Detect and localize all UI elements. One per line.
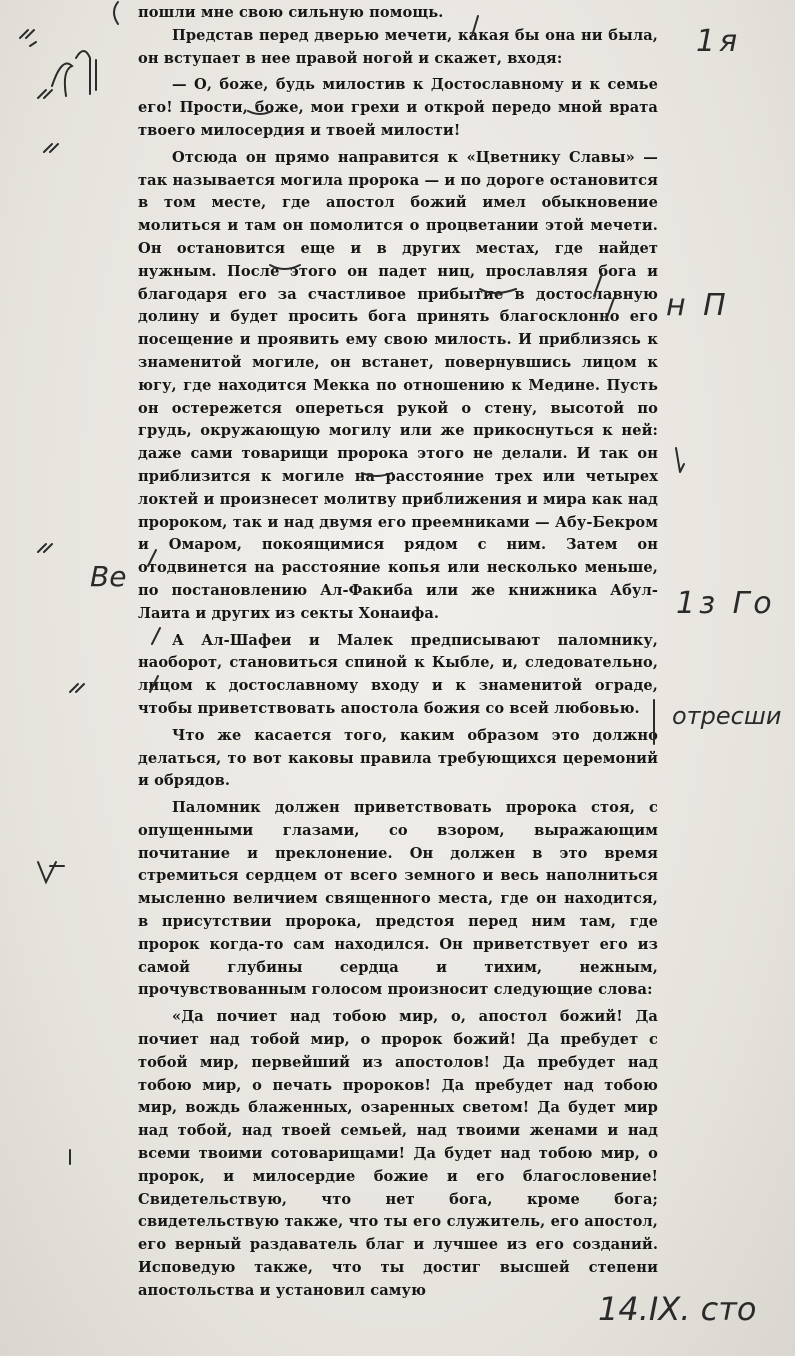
paragraph-7: «Да почиет над тобою мир, о, апостол божий! Да почиет над тобой мир, о пророк божий! Да пребудет с тобой мир, первейший из апостолов! Да пребудет над тобою мир, о печать пророков! Да пребудет над тобою мир, вождь блаженных, озаренных светом! Да будет мир над тобой, над твоей семьей, над твоими женами и над всеми твоими сотоварищами! Да будет над тобою мир, о пророк, и милосердие божие и его благословение! Свидетельствую, что нет бога, кроме бога; свидетельствую также, что ты его служитель, его апостол, его верный раздаватель благ и лучшее из его созданий. Исповедую также, что ты достиг высшей степени апостольства и установил самую bbox=[138, 1008, 658, 1299]
paragraph-3: Отсюда он прямо направится к «Цветнику Славы» — так называется могила пророка — и по дороге остановится в том месте, где апостол божий имел обыкновение молиться и там он помолится о процветании этой мечети. Он остановится еще и в других местах, где найдет нужным. После этого он падет ниц, прославляя бога и благодаря его за счастливое прибытие в достославную долину и будет просить бога принять благосклонно его посещение и проявить ему свою милость. И приблизясь к знаменитой могиле, он встанет, повернувшись лицом к югу, где находится Мекка по отношению к Медине. Пусть он остережется опереться рукой о стену, высотой по грудь, окружающую могилу или же прикоснуться к ней: даже сами товарищи пророка этого не делали. И так он приблизится к могиле на расстояние трех или четырех локтей и произнесет молитву приближения и мира как над пророком, так и над двумя его преемниками — Абу-Бекром и Омаром, покоящимися рядом с ним. Затем он отодвинется на расстояние копья или несколько меньше, по постановлению Ал-Факиба или же книжника Абул-Лаита и других из секты Хонаифа. bbox=[138, 148, 659, 622]
slash-6 bbox=[150, 676, 158, 692]
paragraph-4: А Ал-Шафеи и Малек предписывают паломнику, наоборот, становиться спиной к Кыбле, и, следовательно, лицом к достославному входу и к знаменитой ограде, чтобы приветствовать апостола божия со всей любовью. bbox=[138, 631, 658, 717]
left-mark-4 bbox=[38, 544, 52, 552]
left-mark-1 bbox=[20, 30, 36, 46]
annotation-middle-right: н П bbox=[666, 288, 730, 323]
underline-1 bbox=[248, 111, 272, 114]
annotation-top-right: 1я bbox=[696, 24, 742, 59]
left-mark-3 bbox=[44, 144, 58, 152]
slash-5 bbox=[152, 628, 160, 644]
left-mark-6 bbox=[38, 862, 64, 882]
annotation-bottom-date: 14.IX. сто bbox=[598, 1290, 757, 1328]
paragraph-1: Представ перед дверью мечети, какая бы она ни была, он вступает в нее правой ногой и скажет, входя: bbox=[138, 26, 658, 67]
underline-3 bbox=[480, 289, 516, 293]
left-mark-2 bbox=[38, 90, 52, 98]
underline-2 bbox=[270, 265, 300, 269]
text-intro-line: пошли мне свою сильную помощь. bbox=[138, 4, 444, 21]
underline-4 bbox=[362, 473, 392, 476]
left-mark-5 bbox=[70, 684, 84, 692]
paragraph-2: — О, боже, будь милостив к Достославному и к семье его! Прости, боже, мои грехи и открой передо мной врата твоего милосердия и твоей милости! bbox=[138, 76, 658, 139]
annotation-right-side: отресши bbox=[672, 702, 782, 730]
left-mark-glyph bbox=[52, 51, 96, 96]
slash-2 bbox=[594, 274, 602, 296]
paragraph-5: Что же касается того, каким образом это должно делаться, то вот каковы правила требующихся церемоний и обрядов. bbox=[138, 726, 658, 790]
paragraph-6: Паломник должен приветствовать пророка стоя, с опущенными глазами, со взором, выражающим почитание и преклонение. Он должен в это время стремиться сердцем от всего земного и весь наполниться мысленно величием священного места, где он находится, в присутствии пророка, предстоя перед ним там, где пророк когда-то сам находился. Он приветствует его из самой глубины сердца и тихим, нежным, прочувствованным голосом произносит следующие слова: bbox=[138, 799, 658, 999]
slash-1 bbox=[472, 16, 478, 36]
top-bracket-mark bbox=[114, 2, 118, 24]
slash-3 bbox=[606, 298, 614, 320]
annotation-lower-right: 1з Го bbox=[676, 586, 776, 621]
annotation-left-margin: Ве bbox=[90, 560, 127, 593]
slash-7 bbox=[676, 448, 684, 472]
slash-4 bbox=[148, 550, 156, 566]
